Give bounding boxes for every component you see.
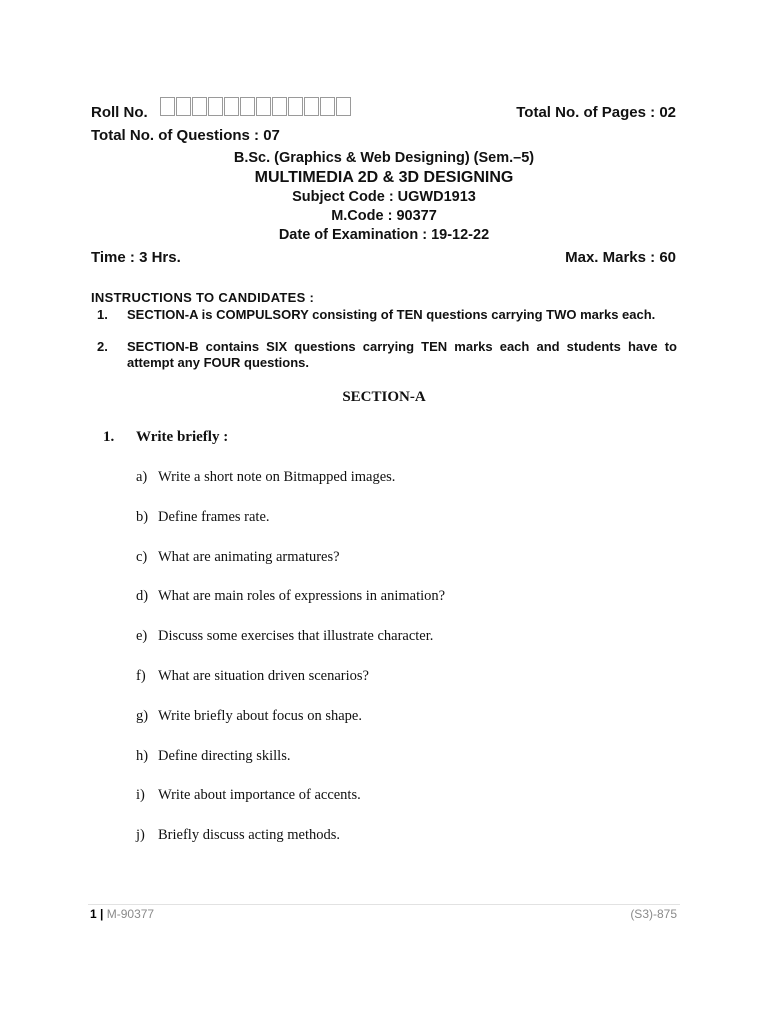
roll-number-boxes <box>160 97 352 116</box>
total-pages: Total No. of Pages : 02 <box>516 104 676 121</box>
instruction-text: SECTION-A is COMPULSORY consisting of TEN questions carrying TWO marks each. <box>127 307 656 322</box>
instruction-number: 2. <box>97 339 108 354</box>
subject-title: MULTIMEDIA 2D & 3D DESIGNING <box>254 169 514 186</box>
sub-question-text: Write briefly about focus on shape. <box>158 707 362 724</box>
sub-question <box>136 628 433 645</box>
question-number: 1. <box>103 429 115 445</box>
footer-right: (S3)-875 <box>630 907 677 921</box>
roll-number-box[interactable] <box>288 97 303 116</box>
footer-left <box>90 907 154 921</box>
sub-question-text: Briefly discuss acting methods. <box>158 827 341 844</box>
roll-number-box[interactable] <box>224 97 239 116</box>
sub-question-letter: b) <box>136 508 149 525</box>
sub-question-letter: e) <box>136 628 148 645</box>
exam-date: Date of Examination : 19-12-22 <box>278 227 490 243</box>
sub-question <box>136 787 361 804</box>
roll-number-box[interactable] <box>208 97 223 116</box>
instructions-heading: INSTRUCTIONS TO CANDIDATES : <box>91 290 315 305</box>
footer-page-number: 1 <box>90 907 97 921</box>
roll-number-box[interactable] <box>176 97 191 116</box>
sub-question-letter: d) <box>136 588 149 605</box>
section-a-heading: SECTION-A <box>342 389 426 405</box>
total-questions: Total No. of Questions : 07 <box>91 127 280 144</box>
sub-question <box>136 549 340 566</box>
sub-question <box>136 708 362 725</box>
sub-question-text: Write about importance of accents. <box>158 787 361 804</box>
question-text: Write briefly : <box>136 429 229 445</box>
sub-question-letter: a) <box>136 469 148 485</box>
sub-question <box>136 469 395 486</box>
instruction-text: SECTION-B contains SIX questions carrying TEN marks each and students have to attempt any FOUR questions. <box>127 339 677 370</box>
sub-question-text: Define directing skills. <box>158 747 291 764</box>
roll-number-box[interactable] <box>256 97 271 116</box>
sub-question <box>136 509 270 526</box>
roll-number-box[interactable] <box>320 97 335 116</box>
subject-code: Subject Code : UGWD1913 <box>292 189 476 205</box>
footer-code: M-90377 <box>106 907 155 921</box>
instruction-number: 1. <box>97 307 108 322</box>
roll-number-box[interactable] <box>272 97 287 116</box>
sub-question-letter: f) <box>136 668 146 684</box>
time-allowed: Time : 3 Hrs. <box>91 249 181 266</box>
sub-question-text: Discuss some exercises that illustrate character. <box>158 628 434 645</box>
sub-question-text: What are situation driven scenarios? <box>158 668 369 684</box>
footer-divider <box>88 904 680 905</box>
sub-question <box>136 588 445 605</box>
sub-question-letter: c) <box>136 548 148 565</box>
sub-question-text: What are main roles of expressions in animation? <box>158 588 446 605</box>
roll-number-label: Roll No. <box>91 104 148 121</box>
roll-number-box[interactable] <box>304 97 319 116</box>
sub-question <box>136 827 340 844</box>
roll-number-box[interactable] <box>192 97 207 116</box>
sub-question-text: What are animating armatures? <box>158 548 340 565</box>
roll-number-box[interactable] <box>336 97 351 116</box>
roll-number-box[interactable] <box>160 97 175 116</box>
sub-question-text: Define frames rate. <box>158 508 270 525</box>
sub-question-letter: g) <box>136 707 149 724</box>
course-title: B.Sc. (Graphics & Web Designing) (Sem.–5) <box>233 150 535 166</box>
instruction-item <box>97 339 677 370</box>
footer-separator: | <box>100 907 104 921</box>
sub-question <box>136 748 290 765</box>
sub-question <box>136 668 369 685</box>
sub-question-letter: i) <box>136 787 145 804</box>
instruction-item <box>97 307 677 323</box>
roll-number-box[interactable] <box>240 97 255 116</box>
sub-question-letter: h) <box>136 747 149 764</box>
sub-question-letter: j) <box>136 827 145 844</box>
max-marks: Max. Marks : 60 <box>565 249 676 266</box>
sub-question-text: Write a short note on Bitmapped images. <box>158 469 396 485</box>
m-code: M.Code : 90377 <box>331 208 437 224</box>
